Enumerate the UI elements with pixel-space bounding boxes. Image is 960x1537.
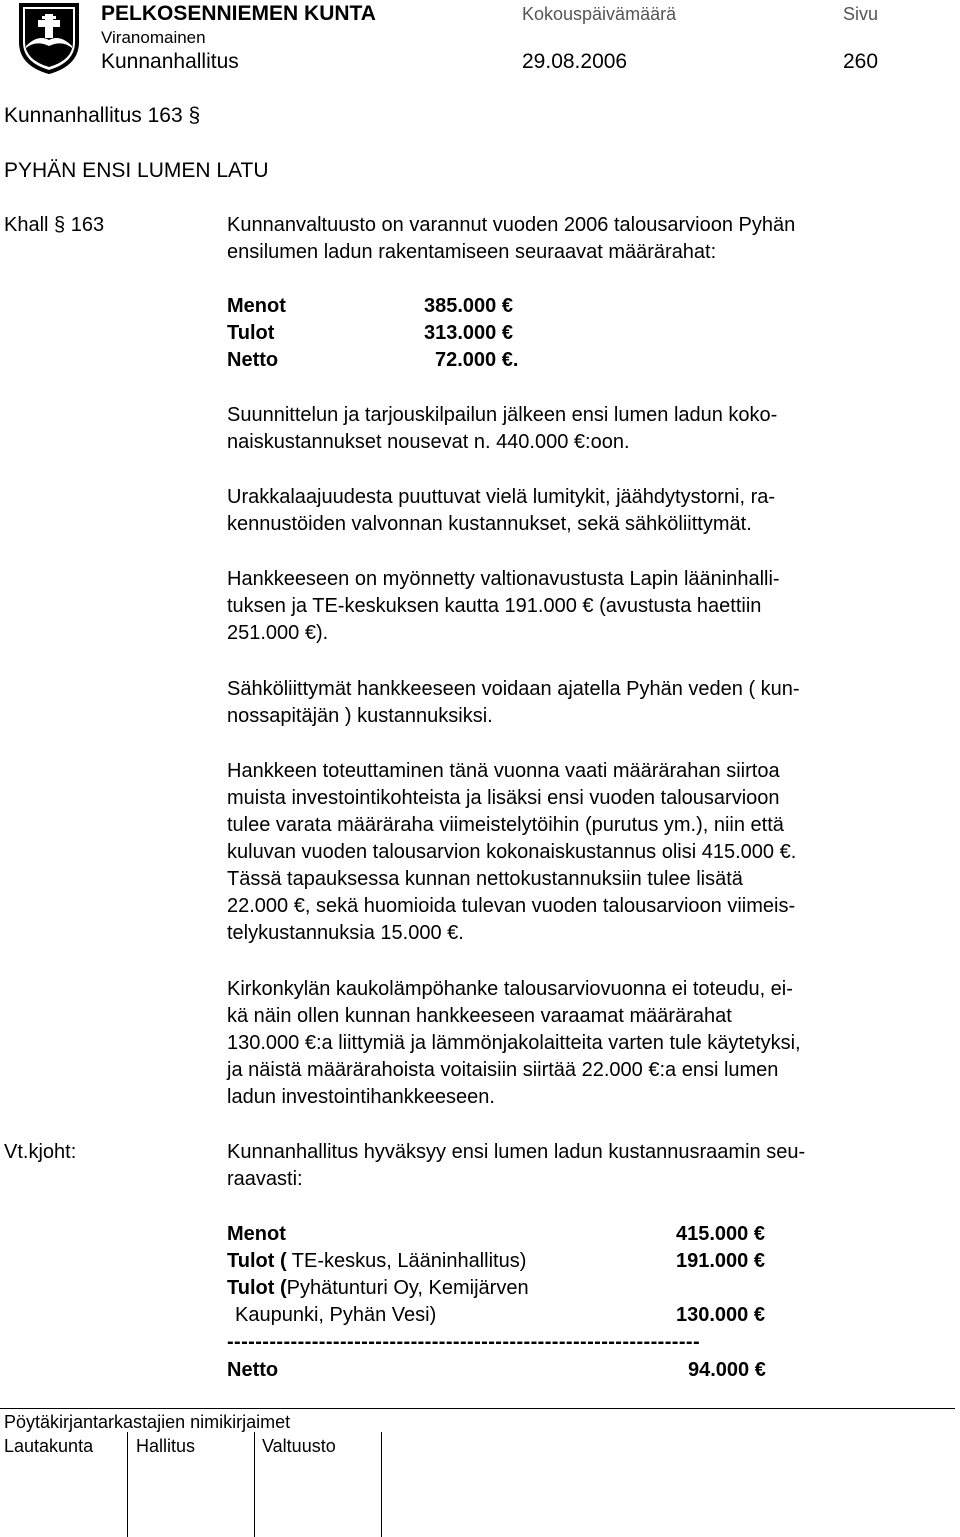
text-line: Kunnanhallitus hyväksyy ensi lumen ladun kustannusraamin seu- [227,1141,806,1163]
budget-tulot-label: Tulot [227,322,275,344]
intro-line: Kunnanvaltuusto on varannut vuoden 2006 talousarvioon Pyhän [227,214,796,236]
municipality-coat-of-arms [18,2,80,74]
text-line: 251.000 €). [227,622,329,644]
budget2-separator: ------------------------------------------------------------------- [227,1331,701,1353]
header-page-number: 260 [843,50,879,73]
text-line: kuluvan vuoden talousarvion kokonaiskustannus olisi 415.000 €. [227,841,797,863]
text-line: nossapitäjän ) kustannuksiksi. [227,705,493,727]
budget-netto-amount: 72.000 €. [435,349,519,371]
budget2-tulot2 [227,1275,529,1302]
paragraph-planning [227,402,917,456]
paragraph-electricity [227,676,917,730]
page-title: PYHÄN ENSI LUMEN LATU [4,159,269,182]
budget2-menot-amount: 415.000 € [676,1223,765,1245]
text-line: Tässä tapauksessa kunnan nettokustannuksiin tulee lisätä [227,868,743,890]
text-line: Sähköliittymät hankkeeseen voidaan ajatella Pyhän veden ( kun- [227,678,800,700]
text-line: 22.000 €, sekä huomioida tulevan vuoden talousarvioon viimeis- [227,895,796,917]
intro-line: ensilumen ladun rakentamiseen seuraavat määrärahat: [227,241,717,263]
paragraph-implementation [227,758,917,947]
text-line: Urakkalaajuudesta puuttuvat vielä lumitykit, jäähdytystorni, ra- [227,486,776,508]
budget2-tulot1-label: Tulot ( [227,1250,287,1272]
text-line: kennustöiden valvonnan kustannukset, sekä sähköliittymät. [227,513,752,535]
text-line: tulee varata määräraha viimeistelytöihin (purutus ym.), niin että [227,814,784,836]
footer-col-hallitus: Hallitus [136,1436,196,1456]
meeting-date-label: Kokouspäivämäärä [522,4,677,24]
text-line: telykustannuksia 15.000 €. [227,922,464,944]
khall-label: Khall § 163 [4,214,105,236]
proposal-paragraph [227,1139,917,1193]
budget-tulot-amount: 313.000 € [424,322,513,344]
proposal-label: Vt.kjoht: [4,1141,77,1163]
text-line: Suunnittelun ja tarjouskilpailun jälkeen ensi lumen ladun koko- [227,404,778,426]
footer-col-lautakunta: Lautakunta [4,1436,94,1456]
text-line: raavasti: [227,1168,303,1190]
budget2-tulot1-amount: 191.000 € [676,1250,765,1272]
budget2-tulot2-line2: Kaupunki, Pyhän Vesi) [235,1304,437,1326]
text-line: naiskustannukset nousevat n. 440.000 €:oon. [227,431,630,453]
budget2-netto-amount: 94.000 € [688,1359,766,1381]
text-line: tuksen ja TE-keskuksen kautta 191.000 € (avustusta haettiin [227,595,762,617]
budget2-tulot2-detail: Pyhätunturi Oy, Kemijärven [286,1277,529,1299]
paragraph-contract [227,484,917,538]
organization-name: PELKOSENNIEMEN KUNTA [101,2,376,25]
budget2-netto-label: Netto [227,1359,279,1381]
budget2-tulot1 [227,1248,526,1275]
paragraph-district-heating [227,976,917,1111]
footer-divider [0,1408,955,1409]
budget-menot-amount: 385.000 € [424,295,513,317]
section-reference: Kunnanhallitus 163 § [4,104,201,127]
header-date: 29.08.2006 [522,50,628,73]
footer-signatures-label: Pöytäkirjantarkastajien nimikirjaimet [4,1412,291,1432]
footer-divider-3 [381,1432,382,1537]
text-line: ja näistä määrärahoista voitaisiin siirtää 22.000 €:a ensi lumen [227,1059,779,1081]
budget2-tulot2-label: Tulot ( [227,1277,287,1299]
text-line: 130.000 €:a liittymiä ja lämmönjakolaitteita varten tule käytetyksi, [227,1032,801,1054]
text-line: Kirkonkylän kaukolämpöhanke talousarviovuonna ei toteudu, ei- [227,978,793,1000]
text-line: ladun investointihankkeeseen. [227,1086,495,1108]
footer-divider-2 [254,1432,255,1537]
text-line: muista investointikohteista ja lisäksi ensi vuoden talousarvioon [227,787,780,809]
paragraph-grant [227,566,917,647]
page-label: Sivu [843,4,879,24]
text-line: Hankkeeseen on myönnetty valtionavustusta Lapin lääninhalli- [227,568,780,590]
footer-col-valtuusto: Valtuusto [262,1436,336,1456]
intro-paragraph [227,212,917,266]
budget2-menot-label: Menot [227,1223,286,1245]
budget2-tulot1-detail: TE-keskus, Lääninhallitus) [286,1250,527,1272]
header-body: Kunnanhallitus [101,50,239,73]
footer-divider-1 [127,1432,128,1537]
budget-menot-label: Menot [227,295,286,317]
text-line: kä näin ollen kunnan hankkeeseen varaamat määrärahat [227,1005,732,1027]
budget2-tulot2-amount: 130.000 € [676,1304,765,1326]
text-line: Hankkeen toteuttaminen tänä vuonna vaati määrärahan siirtoa [227,760,780,782]
authority-label: Viranomainen [101,28,206,47]
budget-netto-label: Netto [227,349,279,371]
